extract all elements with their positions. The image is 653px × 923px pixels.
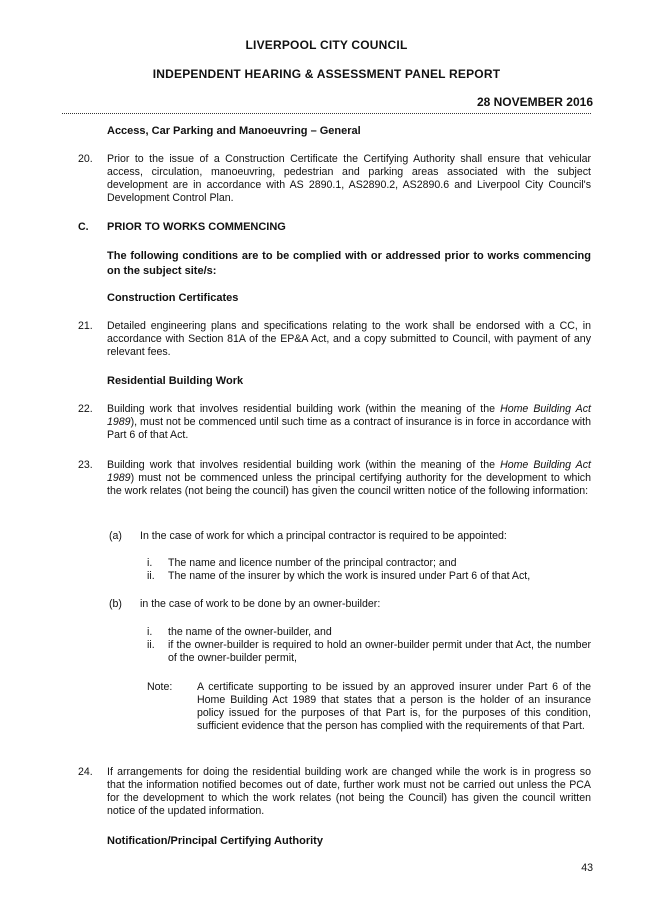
- note-label: Note:: [147, 681, 173, 693]
- roman-text-a-i: The name and licence number of the principal contractor; and: [168, 557, 457, 569]
- roman-label-b-i: i.: [147, 626, 153, 638]
- section-heading-access: Access, Car Parking and Manoeuvring – General: [107, 125, 361, 137]
- condition-text-24: If arrangements for doing the residential building work are changed while the work is in progress so that the information notified becomes out of date, further work must not be carried out unless the PCA for the development to which the work relates (not being the Council) has given the council written notice of the updated information.: [107, 766, 591, 817]
- condition-text-20: Prior to the issue of a Construction Certificate the Certifying Authority shall ensure that vehicular access, circulation, manoeuvring, pedestrian and parking areas associated with the subject development are in accordance with AS 2890.1, AS2890.2, AS2890.6 and Liverpool City Council's Development Control Plan.: [107, 153, 591, 204]
- act-title: Home Building Act 1989: [107, 403, 591, 428]
- sub-text-a: In the case of work for which a principal contractor is required to be appointed:: [140, 530, 507, 542]
- act-title: Home Building Act 1989: [107, 459, 591, 484]
- section-heading-notification: Notification/Principal Certifying Authority: [107, 835, 323, 847]
- condition-number-21: 21.: [78, 320, 93, 332]
- section-title-c: PRIOR TO WORKS COMMENCING: [107, 221, 286, 233]
- section-heading-residential: Residential Building Work: [107, 375, 244, 387]
- page-number: 43: [581, 862, 593, 874]
- sub-label-b: (b): [109, 598, 122, 610]
- condition-text-22: Building work that involves residential building work (within the meaning of the Home Building Act 1989), must not be commenced until such time as a contract of insurance is in force in accordance with Part 6 of that Act.: [107, 403, 591, 441]
- section-heading-construction-certificates: Construction Certificates: [107, 292, 239, 304]
- condition-number-23: 23.: [78, 459, 93, 471]
- roman-text-b-ii: if the owner-builder is required to hold an owner-builder permit under that Act, the number of the owner-builder permit,: [168, 639, 591, 664]
- condition-text-21: Detailed engineering plans and specifications relating to the work shall be endorsed with a CC, in accordance with Section 81A of the EP&A Act, and a copy submitted to Council, with payment of any relevant fees.: [107, 320, 591, 358]
- sub-text-b: in the case of work to be done by an owner-builder:: [140, 598, 381, 610]
- roman-label-a-ii: ii.: [147, 570, 155, 582]
- roman-text-a-ii: The name of the insurer by which the work is insured under Part 6 of that Act,: [168, 570, 531, 582]
- condition-number-24: 24.: [78, 766, 93, 778]
- council-title: LIVERPOOL CITY COUNCIL: [245, 38, 408, 52]
- sub-label-a: (a): [109, 530, 122, 542]
- condition-number-20: 20.: [78, 153, 93, 165]
- section-letter-c: C.: [78, 221, 89, 233]
- roman-label-a-i: i.: [147, 557, 153, 569]
- condition-text-23: Building work that involves residential building work (within the meaning of the Home Building Act 1989) must not be commenced unless the principal certifying authority for the development to which the work relates (not being the council) has given the council written notice of the following information:: [107, 459, 591, 497]
- report-date: 28 NOVEMBER 2016: [476, 95, 593, 109]
- roman-label-b-ii: ii.: [147, 639, 155, 651]
- note-text: A certificate supporting to be issued by an approved insurer under Part 6 of the Home Building Act 1989 that states that a person is the holder of an insurance policy issued for the purposes of that Part is, for the purposes of this condition, sufficient evidence that the person has complied with the requirements of that Part.: [197, 681, 591, 732]
- section-intro-c: The following conditions are to be complied with or addressed prior to works commencing on the subject site/s:: [107, 250, 591, 277]
- roman-text-b-i: the name of the owner-builder, and: [168, 626, 332, 638]
- condition-number-22: 22.: [78, 403, 93, 415]
- header-divider: [62, 113, 591, 114]
- report-title: INDEPENDENT HEARING & ASSESSMENT PANEL REPORT: [152, 67, 501, 81]
